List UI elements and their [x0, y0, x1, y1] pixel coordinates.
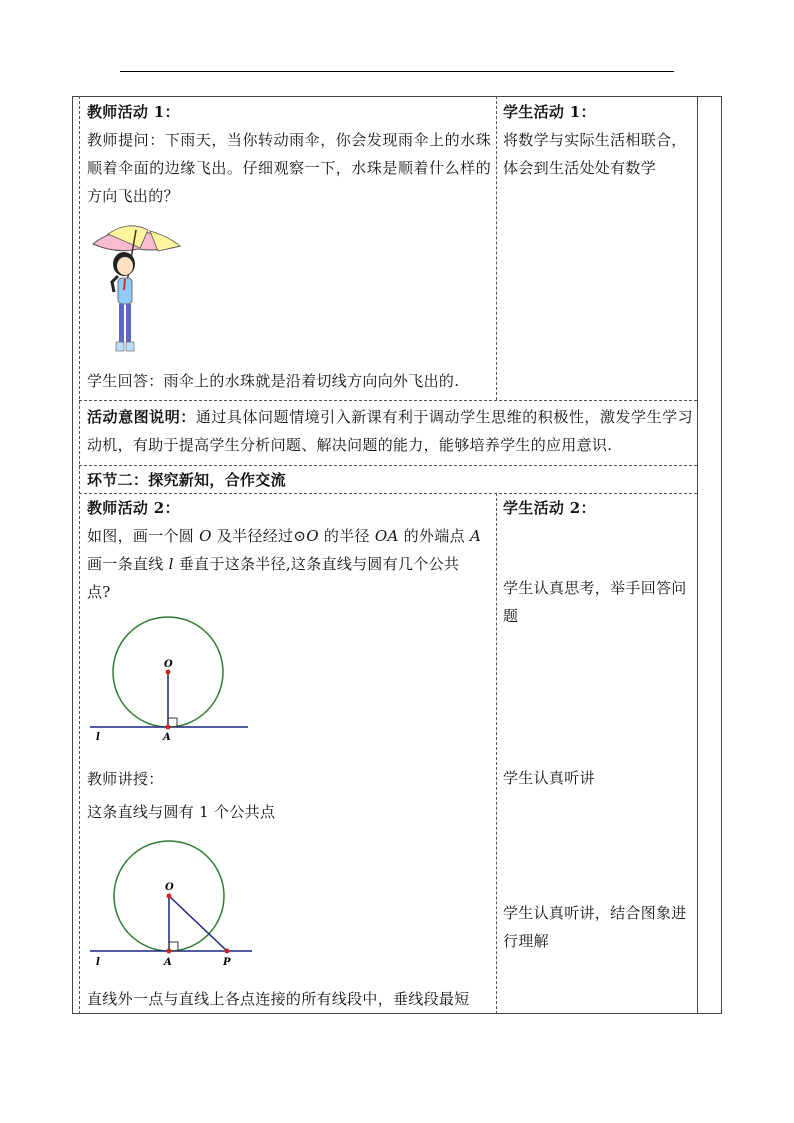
point-p: [225, 949, 230, 954]
teacher-activity-1-text: 教师提问：下雨天，当你转动雨伞，你会发现雨伞上的水珠顺着伞面的边缘飞出。仔细观察一下，水珠是顺着什么样的方向飞出的？: [87, 131, 491, 205]
grid-divider-1: [496, 96, 497, 400]
point-a: [167, 949, 172, 954]
activity-intent: [87, 403, 693, 459]
student-activity-2-text-3: 学生认真听讲，结合图象进行理解: [503, 904, 687, 950]
perpendicular-conclusion: 直线外一点与直线上各点连接的所有线段中，垂线段最短: [87, 990, 470, 1008]
umbrella-girl-illustration: [88, 222, 188, 356]
question-line-3: 点?: [87, 583, 111, 601]
teacher-activity-2-heading: 教师活动 2：: [87, 499, 180, 517]
header-rule: [120, 71, 674, 72]
tangent-figure-2: [84, 835, 264, 970]
question-line-2: 画一条直线 l 垂直于这条半径,这条直线与圆有几个公共: [87, 555, 460, 573]
activity-intent-label: 活动意图说明：: [87, 408, 196, 426]
point-o: [166, 670, 171, 675]
tangent-figure-1: [84, 615, 254, 745]
grid-left-line: [79, 96, 80, 1014]
section-2-title: 环节二：探究新知，合作交流: [87, 471, 286, 489]
label-o: O: [165, 882, 174, 893]
student-activity-2-text-2: 学生认真听讲: [503, 769, 595, 787]
label-p: P: [223, 957, 231, 968]
point-o: [167, 894, 172, 899]
label-l: l: [96, 732, 100, 743]
student-activity-1-heading: 学生活动 1：: [503, 103, 596, 121]
label-l: l: [96, 957, 100, 968]
question-line-1: 如图，画一个圆 O 及半径经过⊙O 的半径 OA 的外端点 A: [87, 527, 482, 545]
student-answer-text: 学生回答：雨伞上的水珠就是沿着切线方向向外飞出的.: [87, 372, 460, 390]
teacher-explain-text: 这条直线与圆有 1 个公共点: [87, 803, 276, 821]
label-a: A: [163, 732, 171, 743]
teacher-explain-label: 教师讲授：: [87, 770, 164, 788]
activity-intent-text: 通过具体问题情境引入新课有利于调动学生思维的积极性，激发学生学习动机，有助于提高学生分析问题、解决问题的能力，能够培养学生的应用意识.: [87, 408, 693, 454]
teacher-activity-1-heading: 教师活动 1：: [87, 103, 180, 121]
student-activity-2-heading: 学生活动 2：: [503, 499, 596, 517]
grid-divider-2: [496, 493, 497, 1014]
table-right-border: [697, 96, 698, 1014]
grid-row-line-1: [79, 400, 697, 401]
point-a: [166, 725, 171, 730]
student-activity-1-text: 将数学与实际生活相联合，体会到生活处处有数学: [503, 131, 687, 177]
label-o: O: [164, 659, 173, 670]
label-a: A: [164, 957, 172, 968]
student-activity-2-text-1: 学生认真思考，举手回答问题: [503, 579, 687, 625]
